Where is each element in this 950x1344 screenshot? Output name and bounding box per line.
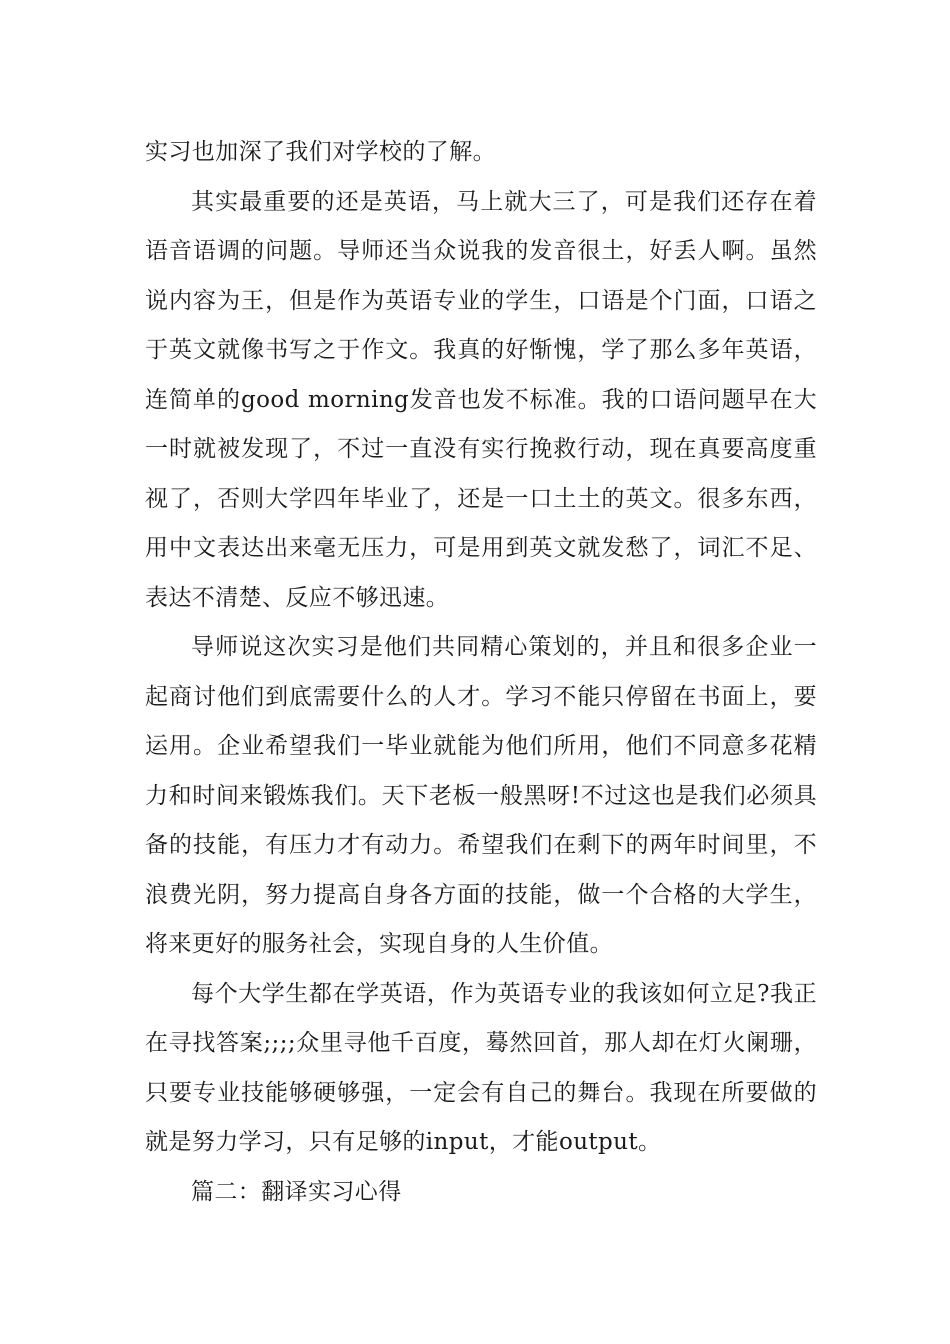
paragraph-internship-purpose: 导师说这次实习是他们共同精心策划的，并且和很多企业一起商讨他们到底需要什么的人才。学习不能只停留在书面上，要运用。企业希望我们一毕业就能为他们所用，他们不同意多花精力和时间来锻炼我们。天下老板一般黑呀!不过这也是我们必须具备的技能，有压力才有动力。希望我们在剩下的两年时间里，不浪费光阴，努力提高自身各方面的技能，做一个合格的大学生，将来更好的服务社会，实现自身的人生价值。 [145,634,817,957]
paragraph-continuation: 实习也加深了我们对学校的了解。 [145,139,496,165]
document-body [145,128,817,1217]
section-heading-part-two: 篇二：翻译实习心得 [191,1178,402,1205]
paragraph-english-pronunciation: 其实最重要的还是英语，马上就大三了，可是我们还存在着语音语调的问题。导师还当众说我的发音很土，好丢人啊。虽然说内容为王，但是作为英语专业的学生，口语是个门面，口语之于英文就像书写之于作文。我真的好惭愧，学了那么多年英语，连简单的good morning发音也发不标准。我的口语问题早在大一时就被发现了，不过一直没有实行挽救行动，现在真要高度重视了，否则大学四年毕业了，还是一口土土的英文。很多东西，用中文表达出来毫无压力，可是用到英文就发愁了，词汇不足、表达不清楚、反应不够迅速。 [145,188,817,611]
paragraph-finding-answers: 每个大学生都在学英语，作为英语专业的我该如何立足?我正在寻找答案;;;;众里寻他千百度，蓦然回首，那人却在灯火阑珊，只要专业技能够硬够强，一定会有自己的舞台。我现在所要做的就是努力学习，只有足够的input，才能output。 [145,980,817,1155]
